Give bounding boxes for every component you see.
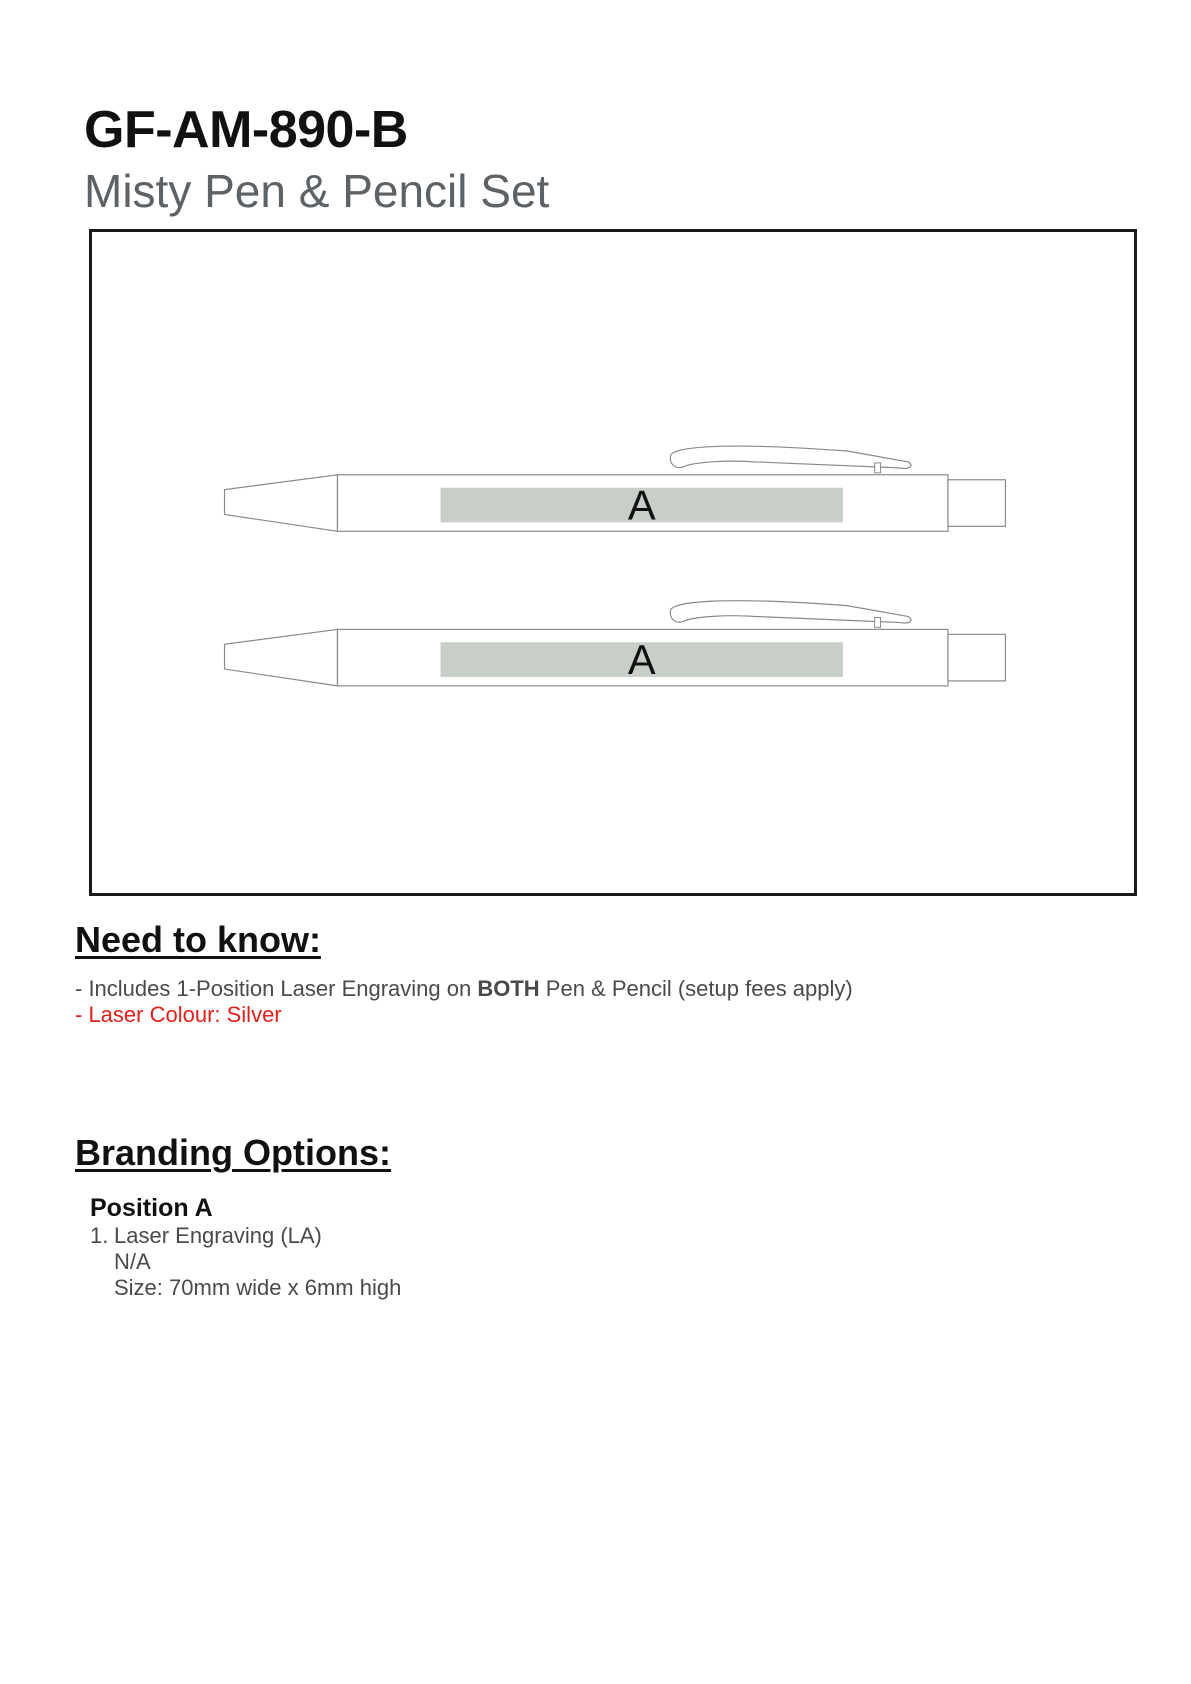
note-engraving-text-end: Pen & Pencil (setup fees apply) (539, 976, 853, 1001)
need-to-know-notes (75, 976, 853, 1028)
need-to-know-heading: Need to know: (75, 919, 322, 960)
pen-clip-stem (875, 463, 881, 473)
note-engraving-bold: BOTH (477, 976, 540, 1001)
pencil-end-cap (948, 634, 1005, 681)
product-line-drawing (92, 232, 1134, 893)
product-name: Misty Pen & Pencil Set (84, 165, 550, 217)
note-engraving (75, 976, 853, 1002)
pen-position-label: A (627, 481, 656, 529)
pen-end-cap (948, 480, 1005, 527)
branding-option-item (90, 1223, 401, 1249)
option-number: 1. (90, 1223, 109, 1248)
pen-drawing (225, 446, 1006, 531)
option-size: Size: 70mm wide x 6mm high (114, 1275, 402, 1300)
product-code: GF-AM-890-B (84, 101, 408, 159)
note-engraving-text-start: - Includes 1-Position Laser Engraving on (75, 976, 478, 1001)
note-laser-colour: - Laser Colour: Silver (75, 1002, 282, 1027)
option-detail: N/A (114, 1249, 151, 1274)
pencil-drawing (225, 601, 1006, 686)
position-a-block (90, 1193, 401, 1301)
position-title: Position A (90, 1194, 213, 1222)
pencil-clip-stem (875, 618, 881, 628)
branding-option-list (90, 1223, 401, 1301)
option-name: Laser Engraving (LA) (114, 1223, 322, 1248)
pen-tip (225, 475, 338, 531)
product-drawing-frame (89, 229, 1137, 896)
pencil-tip (225, 629, 338, 685)
pencil-position-label: A (627, 635, 656, 683)
branding-options-heading: Branding Options: (75, 1132, 391, 1173)
